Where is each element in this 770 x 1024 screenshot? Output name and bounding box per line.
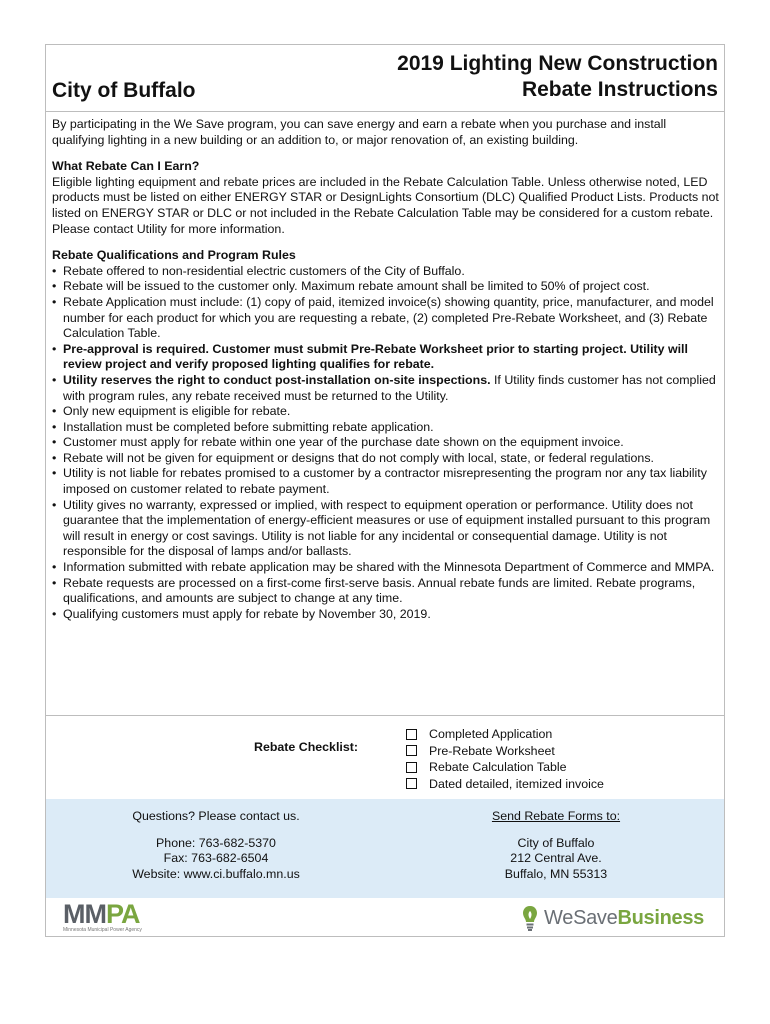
page-title [397, 51, 718, 103]
checklist-item-label: Completed Application [429, 727, 553, 741]
mailing-address [386, 809, 726, 882]
contact-website: Website: www.ci.buffalo.mn.us [132, 866, 300, 881]
address-heading: Send Rebate Forms to: [491, 809, 621, 823]
header-divider [46, 111, 724, 112]
checklist-item [406, 759, 604, 776]
list-item: • Installation must be completed before submitting rebate application. [52, 420, 719, 436]
checkbox-icon [406, 778, 417, 789]
mmpa-logo: MMPA Minnesota Municipal Power Agency [63, 899, 142, 933]
contact-panel [46, 799, 724, 898]
header [46, 45, 724, 111]
lightbulb-icon [522, 905, 538, 931]
address-line-1: City of Buffalo [517, 835, 595, 850]
contact-info [46, 809, 386, 882]
list-item: • Rebate Application must include: (1) copy of paid, itemized invoice(s) showing quantity, price, manufacturer, and model number for each product for which you are requesting a rebate, (2) completed Pre-Rebate Worksheet, and (3) Rebate Calculation Table. [52, 295, 719, 342]
list-item: • Rebate offered to non-residential electric customers of the City of Buffalo. [52, 264, 719, 280]
list-item: • Rebate will be issued to the customer only. Maximum rebate amount shall be limited to 50% of project cost. [52, 279, 719, 295]
rules-heading: Rebate Qualifications and Program Rules [52, 248, 296, 263]
list-item: • Qualifying customers must apply for rebate by November 30, 2019. [52, 607, 719, 623]
rules-list [52, 264, 719, 623]
rules-section [52, 248, 719, 622]
list-item: • Pre-approval is required. Customer must submit Pre-Rebate Worksheet prior to starting project. Utility will review project and verify proposed lighting qualifies for rebate. [52, 342, 719, 373]
checkbox-icon [406, 729, 417, 740]
checklist-item [406, 776, 604, 793]
address-line-3: Buffalo, MN 55313 [504, 866, 608, 881]
checklist-item-label: Dated detailed, itemized invoice [429, 776, 604, 791]
footer-logos [46, 898, 724, 938]
checklist-label: Rebate Checklist: [254, 740, 358, 754]
list-item: • Rebate requests are processed on a first-come first-serve basis. Annual rebate funds are limited. Rebate programs, qualifications, and amounts are subject to change at any time. [52, 576, 719, 607]
checklist-item-label: Rebate Calculation Table [429, 760, 567, 774]
title-line-2: Rebate Instructions [521, 78, 718, 101]
list-item: • Customer must apply for rebate within one year of the purchase date shown on the equipment invoice. [52, 435, 719, 451]
checklist-item [406, 743, 604, 760]
list-item: • Utility gives no warranty, expressed or implied, with respect to equipment operation or performance. Utility does not guarantee that the implementation of energy-efficient measures or use of equipment installed pursuant to this program will result in energy or cost savings. Utility is not liable for any incidental or consequential damage. Utility is not responsible for the disposal of lamps and/or ballasts. [52, 498, 719, 560]
contact-heading: Questions? Please contact us. [132, 809, 300, 823]
contact-fax: Fax: 763-682-6504 [163, 851, 269, 865]
content [52, 117, 719, 622]
earn-section [52, 159, 719, 237]
org-name: City of Buffalo [52, 79, 196, 102]
list-item: • Information submitted with rebate application may be shared with the Minnesota Department of Commerce and MMPA. [52, 560, 719, 576]
title-line-1: 2019 Lighting New Construction [397, 52, 718, 75]
earn-body: Eligible lighting equipment and rebate prices are included in the Rebate Calculation Table. Unless otherwise noted, LED products must be listed on either ENERGY STAR or DesignLights Consortium (DLC) Qualified Product Lists. Products not listed on ENERGY STAR or DLC or not included in the Rebate Calculation Table may be considered for a custom rebate. Please contact Utility for more information. [52, 174, 719, 236]
address-line-2: 212 Central Ave. [510, 851, 602, 865]
checkbox-icon [406, 745, 417, 756]
list-item: • Utility reserves the right to conduct post-installation on-site inspections. If Utility finds customer has not complied with program rules, any rebate received must be returned to the Utility. [52, 373, 719, 404]
document-frame [45, 44, 725, 937]
earn-heading: What Rebate Can I Earn? [52, 159, 200, 174]
checklist-items [406, 726, 604, 792]
list-item: • Rebate will not be given for equipment or designs that do not comply with local, state, or federal regulations. [52, 451, 719, 467]
checkbox-icon [406, 762, 417, 773]
checklist-item-label: Pre-Rebate Worksheet [429, 743, 555, 758]
wesave-logo: WeSaveBusiness [522, 905, 704, 931]
list-item: • Only new equipment is eligible for rebate. [52, 404, 719, 420]
list-item: • Utility is not liable for rebates promised to a customer by a contractor misrepresenting the program nor any tax liability imposed on customer related to rebate payment. [52, 466, 719, 497]
rebate-checklist [46, 715, 724, 799]
checklist-item [406, 726, 604, 743]
intro-paragraph: By participating in the We Save program, you can save energy and earn a rebate when you purchase and install qualifying lighting in a new building or an addition to, or major renovation of, an existing building. [52, 117, 667, 147]
contact-phone: Phone: 763-682-5370 [156, 835, 276, 850]
